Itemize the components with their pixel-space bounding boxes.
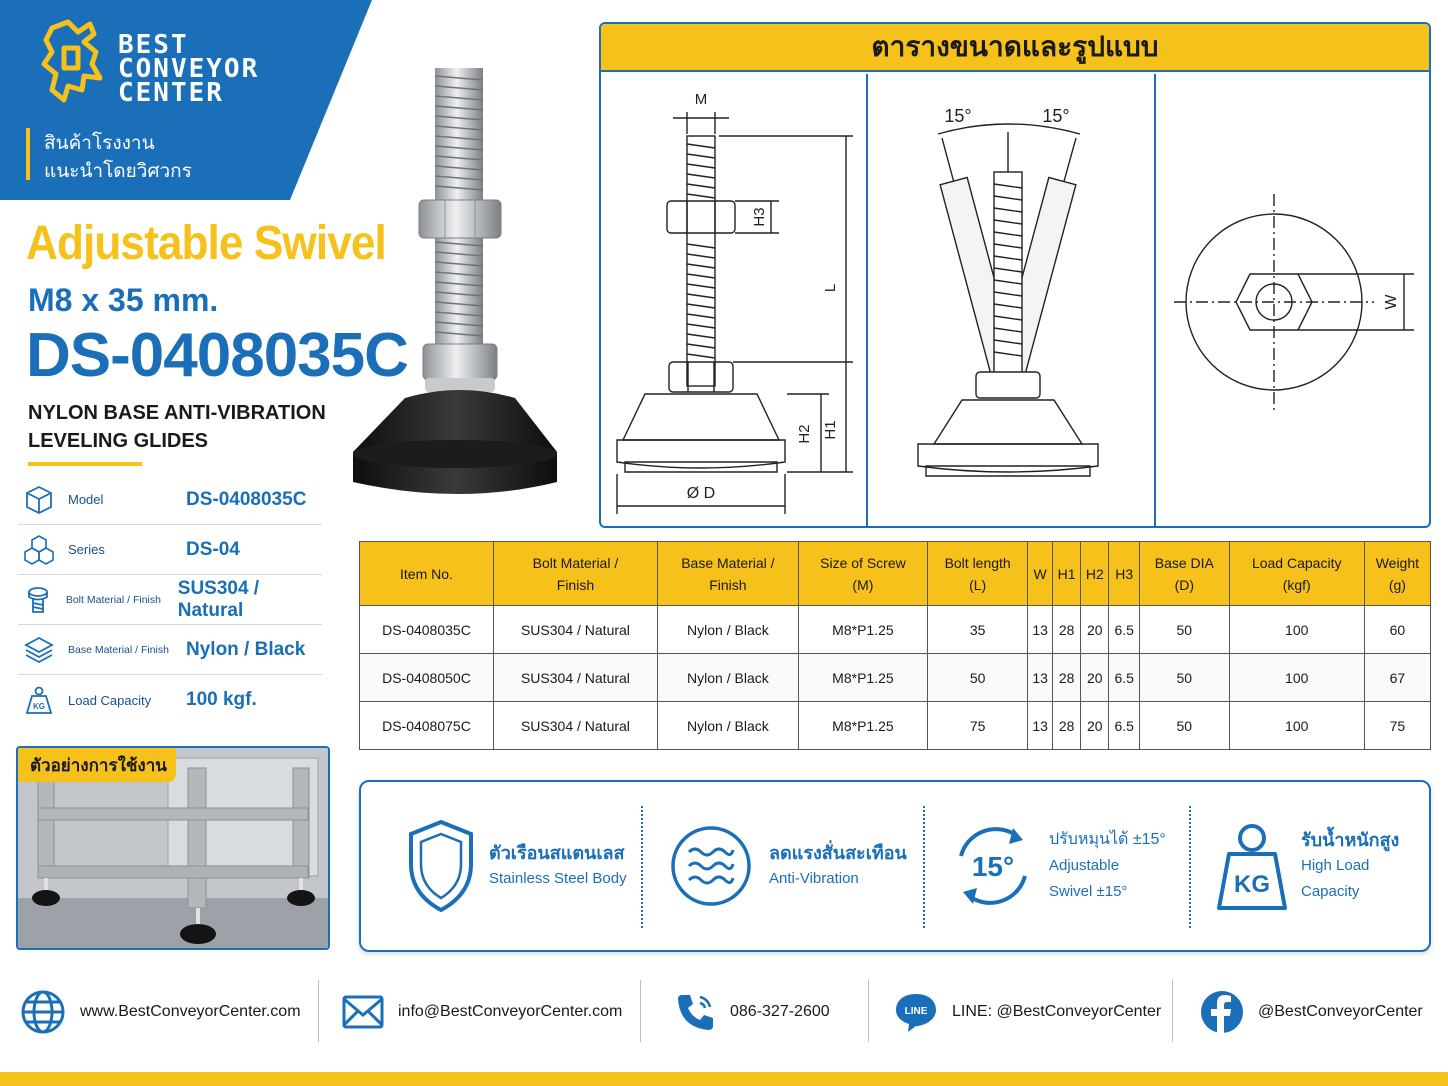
feature-swivel [947, 782, 1185, 950]
table-cell: 67 [1364, 654, 1430, 702]
feature-title: ตัวเรือนสแตนเลส [489, 843, 625, 863]
product-size: M8 x 35 mm. [28, 282, 219, 318]
feature-caption: Adjustable [1049, 857, 1120, 874]
spec-value: SUS304 / Natural [177, 577, 260, 621]
table-header-text: Weight [1375, 554, 1420, 571]
table-cell: 100 [1229, 702, 1364, 750]
table-cell: 13 [1028, 654, 1053, 702]
dim-label-h1: H1 [822, 420, 839, 440]
diagram-title: ตารางขนาดและรูปแบบ [601, 24, 1429, 72]
table-cell: 35 [928, 606, 1028, 654]
footer-divider [318, 980, 319, 1042]
cubes-icon [18, 530, 60, 570]
rotate-icon [947, 816, 1039, 916]
table-header-cell [1364, 542, 1430, 606]
table-header-text: Bolt length [944, 554, 1011, 571]
weight-icon [18, 680, 60, 720]
table-cell: 50 [1139, 702, 1229, 750]
table-cell: 6.5 [1109, 702, 1140, 750]
table-header-text: (D) [1174, 576, 1195, 593]
table-header-text: (g) [1388, 576, 1406, 593]
table-header-cell [493, 542, 657, 606]
mail-icon [342, 995, 384, 1029]
tagline-1: สินค้าโรงงาน [44, 133, 155, 154]
product-subtitle-1: NYLON BASE ANTI-VIBRATION [28, 402, 326, 424]
table-header-text: H2 [1085, 565, 1104, 582]
dim-label-d: Ø D [686, 485, 716, 502]
bolt-icon [18, 580, 58, 620]
table-header-text: W [1033, 565, 1047, 582]
spec-value: 100 kgf. [186, 689, 257, 710]
table-header-text: (L) [969, 576, 987, 593]
layers-icon [18, 630, 60, 670]
dim-label-l: L [822, 283, 839, 293]
table-cell: 50 [1139, 606, 1229, 654]
table-header-text: (M) [852, 576, 874, 593]
facebook-icon [1200, 990, 1244, 1034]
contact-phone[interactable] [674, 984, 830, 1040]
table-header-cell [1053, 542, 1081, 606]
dimension-diagram [599, 22, 1431, 528]
shield-icon [405, 818, 477, 914]
product-subtitle-2: LEVELING GLIDES [28, 430, 209, 452]
table-cell: Nylon / Black [657, 606, 798, 654]
feature-caption: Stainless Steel Body [489, 870, 627, 887]
feature-title: ปรับหมุนได้ ±15° [1049, 831, 1166, 848]
table-cell: DS-0408050C [360, 654, 494, 702]
table-header-cell [798, 542, 927, 606]
features-panel [359, 780, 1431, 952]
wave-icon [669, 824, 753, 908]
spec-table [359, 541, 1431, 750]
table-header-cell [1229, 542, 1364, 606]
tagline-2: แนะนำโดยวิศวกร [44, 161, 192, 182]
angle-label-left: 15° [944, 106, 972, 126]
brand-name-line-2: CONVEYOR [118, 54, 260, 84]
table-row [360, 654, 1431, 702]
feature-divider [1189, 806, 1191, 928]
table-header-cell [1109, 542, 1140, 606]
top-view-drawing [1156, 74, 1429, 528]
product-title: Adjustable Swivel [26, 217, 386, 270]
usage-example [16, 746, 330, 950]
footer-accent-bar [0, 1072, 1448, 1086]
table-header-text: Item No. [400, 565, 453, 582]
table-header-text: Finish [709, 576, 747, 593]
footer-divider [868, 980, 869, 1042]
table-header-cell [360, 542, 494, 606]
feature-high-load [1213, 782, 1423, 950]
table-header-cell [657, 542, 798, 606]
table-cell: 60 [1364, 606, 1430, 654]
footer-divider [1172, 980, 1173, 1042]
weight-icon [1213, 816, 1291, 916]
cube-icon [18, 480, 60, 520]
table-header-text: H1 [1057, 565, 1076, 582]
feature-caption: Capacity [1301, 883, 1360, 900]
table-header-cell [928, 542, 1028, 606]
product-photo [345, 62, 575, 502]
feature-caption: Swivel ±15° [1049, 883, 1128, 900]
feature-divider [641, 806, 643, 928]
line-icon [894, 990, 938, 1034]
table-cell: SUS304 / Natural [493, 702, 657, 750]
spec-row-bolt-material [18, 575, 322, 625]
table-header-text: Base Material / [681, 554, 775, 571]
table-header-row [360, 542, 1431, 606]
table-cell: 75 [1364, 702, 1430, 750]
spec-label: Base Material / Finish [68, 643, 169, 656]
table-header-cell [1081, 542, 1109, 606]
table-row [360, 702, 1431, 750]
table-header-text: (kgf) [1282, 576, 1311, 593]
dim-label-w: W [1383, 294, 1400, 310]
table-header-text: H3 [1115, 565, 1134, 582]
table-cell: 20 [1081, 702, 1109, 750]
table-cell: 20 [1081, 654, 1109, 702]
svg-text:KG: KG [33, 702, 45, 711]
spec-value: DS-04 [186, 538, 240, 560]
table-cell: SUS304 / Natural [493, 654, 657, 702]
table-cell: M8*P1.25 [798, 606, 927, 654]
spec-label: Model [68, 492, 104, 507]
feature-title: รับน้ำหนักสูง [1301, 830, 1400, 850]
feature-caption: High Load [1301, 857, 1370, 874]
table-row [360, 606, 1431, 654]
website-link[interactable]: www.BestConveyorCenter.com [80, 1003, 301, 1020]
email-link[interactable]: info@BestConveyorCenter.com [398, 1003, 623, 1020]
subtitle-underline [28, 462, 142, 466]
table-cell: DS-0408075C [360, 702, 494, 750]
table-cell: M8*P1.25 [798, 702, 927, 750]
table-cell: DS-0408035C [360, 606, 494, 654]
swivel-badge-text: 15° [971, 851, 1015, 882]
table-cell: 28 [1053, 702, 1081, 750]
table-cell: 50 [1139, 654, 1229, 702]
brand-name-line-1: BEST [118, 30, 189, 60]
table-header-text: Size of Screw [820, 554, 906, 571]
usage-label: ตัวอย่างการใช้งาน [18, 748, 176, 782]
product-code: DS-0408035C [26, 321, 408, 390]
table-cell: 6.5 [1109, 606, 1140, 654]
spec-row-base-material [18, 625, 322, 675]
table-cell: 28 [1053, 606, 1081, 654]
dim-label-h2: H2 [796, 424, 813, 444]
footer-divider [640, 980, 641, 1042]
spec-label: Load Capacity [68, 692, 152, 708]
spec-value: Nylon / Black [186, 638, 306, 660]
table-cell: 13 [1028, 606, 1053, 654]
table-cell: SUS304 / Natural [493, 606, 657, 654]
contact-email[interactable] [342, 984, 622, 1040]
table-cell: 100 [1229, 606, 1364, 654]
table-cell: 6.5 [1109, 654, 1140, 702]
globe-icon [20, 989, 66, 1035]
table-header-cell [1028, 542, 1053, 606]
contact-website[interactable] [20, 984, 301, 1040]
table-cell: 100 [1229, 654, 1364, 702]
table-cell: Nylon / Black [657, 654, 798, 702]
spec-row-model [18, 475, 322, 525]
angle-label-right: 15° [1042, 106, 1070, 126]
weight-badge-text: KG [1234, 871, 1270, 898]
dim-label-m: M [694, 91, 708, 108]
feature-anti-vibration [669, 782, 919, 950]
contact-facebook[interactable] [1200, 984, 1423, 1040]
spec-label: Bolt Material / Finish [65, 593, 161, 606]
feature-title: ลดแรงสั่นสะเทือน [769, 843, 907, 863]
logo-icon [38, 18, 106, 108]
feature-caption: Anti-Vibration [769, 870, 859, 887]
phone-number[interactable]: 086-327-2600 [730, 1003, 830, 1020]
table-header-text: Load Capacity [1251, 554, 1342, 571]
table-header-cell [1139, 542, 1229, 606]
feature-divider [923, 806, 925, 928]
table-cell: 50 [928, 654, 1028, 702]
phone-icon [674, 991, 716, 1033]
table-cell: Nylon / Black [657, 702, 798, 750]
contact-line[interactable] [894, 984, 1161, 1040]
table-cell: 20 [1081, 606, 1109, 654]
spec-value: DS-0408035C [186, 488, 307, 510]
tagline-accent [26, 128, 30, 180]
table-header-text: Bolt Material / [532, 554, 619, 571]
table-header-text: Finish [556, 576, 595, 593]
table-header-text: Base DIA [1154, 554, 1214, 571]
brand-name-line-3: CENTER [118, 78, 224, 108]
spec-row-load-capacity [18, 675, 322, 725]
side-view-drawing [601, 74, 866, 528]
facebook-account[interactable]: @BestConveyorCenter [1258, 1003, 1423, 1020]
table-cell: 28 [1053, 654, 1081, 702]
swivel-view-drawing [868, 74, 1154, 528]
line-account[interactable]: LINE: @BestConveyorCenter [952, 1003, 1162, 1020]
feature-stainless [405, 782, 641, 950]
table-cell: M8*P1.25 [798, 654, 927, 702]
table-cell: 13 [1028, 702, 1053, 750]
line-badge-text: LINE [904, 1006, 928, 1017]
table-cell: 75 [928, 702, 1028, 750]
spec-row-series [18, 525, 322, 575]
spec-label: Series [68, 542, 105, 557]
dim-label-h3: H3 [751, 207, 768, 227]
